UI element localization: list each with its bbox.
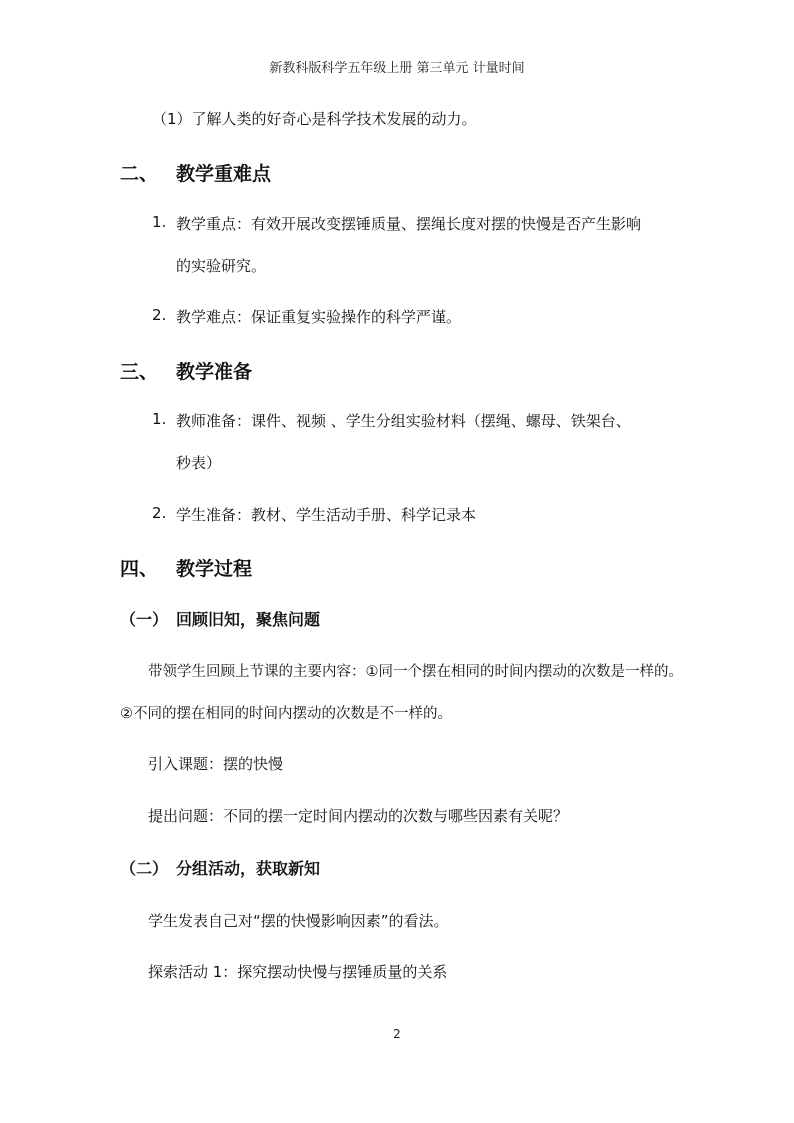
section3-item2-number: 2. — [152, 504, 167, 522]
subsection1-number: （一） — [120, 610, 169, 629]
section2-item1-text-cont: 的实验研究。 — [176, 257, 267, 275]
objective-text: （1）了解人类的好奇心是科学技术发展的动力。 — [152, 110, 477, 128]
section2-item2-number: 2. — [152, 306, 167, 324]
section3-heading: 教学准备 — [176, 361, 253, 383]
section4-number: 四、 — [120, 558, 159, 580]
section2-heading: 教学重难点 — [176, 163, 272, 185]
section3-item1-text-cont: 秒表） — [176, 454, 222, 472]
review-paragraph: 带领学生回顾上节课的主要内容：①同一个摆在相同的时间内摆动的次数是一样的。 — [148, 664, 683, 680]
section3-item1-text: 教师准备：课件、视频 、学生分组实验材料（摆绳、螺母、铁架台、 — [176, 412, 631, 430]
page-header: 新教科版科学五年级上册 第三单元 计量时间 — [269, 61, 525, 76]
section3-item2-text: 学生准备：教材、学生活动手册、科学记录本 — [176, 506, 477, 524]
activity1-text: 探索活动 1：探究摆动快慢与摆锤质量的关系 — [148, 963, 448, 981]
subsection1-heading: 回顾旧知，聚焦问题 — [176, 610, 321, 629]
student-opinion-text: 学生发表自己对“摆的快慢影响因素”的看法。 — [148, 912, 449, 930]
topic-intro: 引入课题：摆的快慢 — [148, 755, 284, 773]
section2-item2-text: 教学难点：保证重复实验操作的科学严谨。 — [176, 308, 462, 326]
question-prompt: 提出问题：不同的摆一定时间内摆动的次数与哪些因素有关呢？ — [148, 807, 569, 825]
review-paragraph-cont: ②不同的摆在相同的时间内摆动的次数是不一样的。 — [120, 706, 452, 722]
section2-number: 二、 — [120, 163, 159, 185]
section3-number: 三、 — [120, 361, 159, 383]
section4-heading: 教学过程 — [176, 558, 253, 580]
section3-item1-number: 1. — [152, 410, 167, 428]
subsection2-heading: 分组活动，获取新知 — [176, 859, 321, 878]
section2-item1-text: 教学重点：有效开展改变摆锤质量、摆绳长度对摆的快慢是否产生影响 — [176, 215, 642, 233]
section2-item1-number: 1. — [152, 213, 167, 231]
subsection2-number: （二） — [120, 859, 169, 878]
page-number: 2 — [393, 1027, 401, 1041]
